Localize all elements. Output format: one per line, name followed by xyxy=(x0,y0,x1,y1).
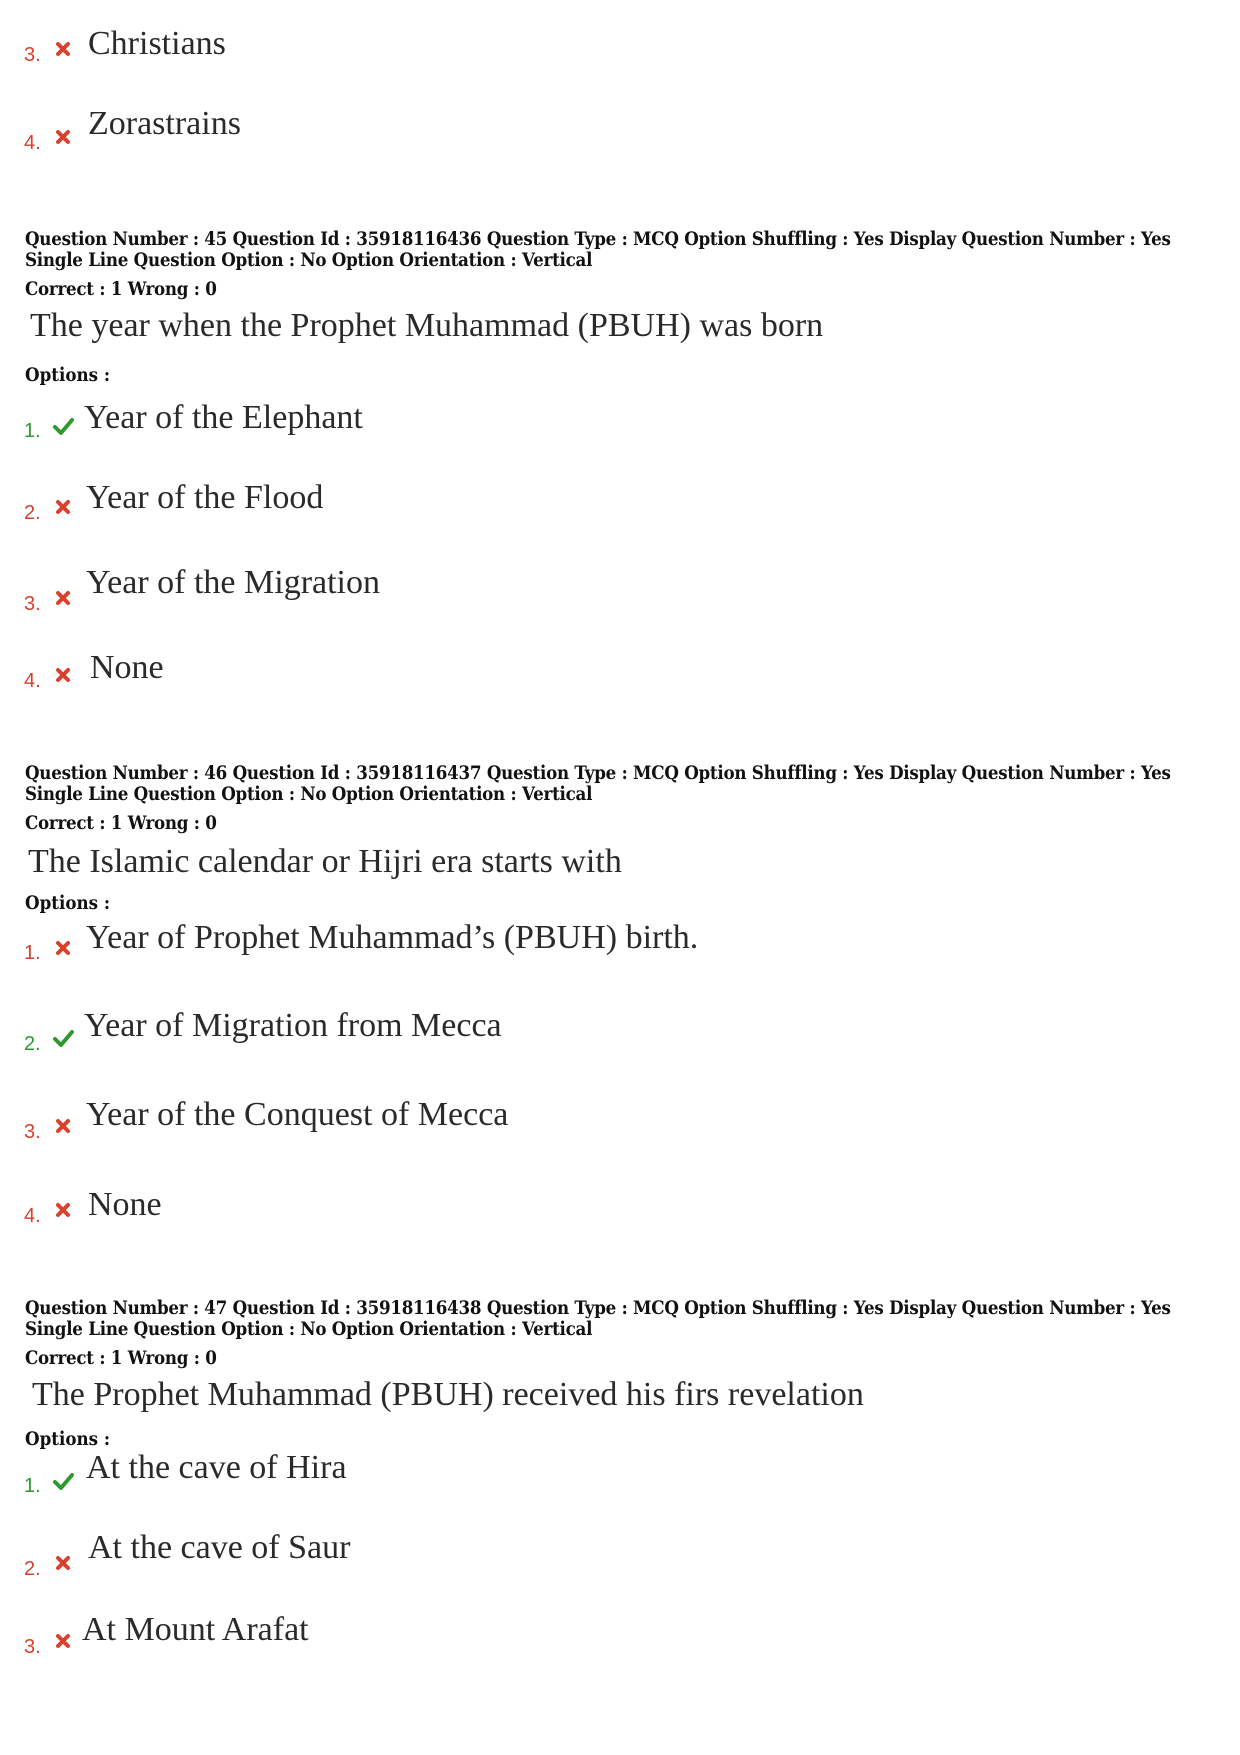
option-3-text: Year of the Conquest of Mecca xyxy=(86,1096,509,1133)
correct-check-icon xyxy=(52,1027,74,1049)
correct-check-icon xyxy=(52,1470,74,1492)
question-meta-line2: Single Line Question Option : No Option Orientation : Vertical xyxy=(25,249,593,271)
wrong-x-icon xyxy=(52,1115,74,1137)
question-marks: Correct : 1 Wrong : 0 xyxy=(25,812,217,834)
option-3-text: At Mount Arafat xyxy=(82,1611,309,1648)
option-1-text: At the cave of Hira xyxy=(86,1449,347,1486)
option-3-number: 3. xyxy=(24,593,41,615)
wrong-x-icon xyxy=(52,38,74,60)
options-label: Options : xyxy=(25,364,111,386)
option-1-text: Year of Prophet Muhammad’s (PBUH) birth. xyxy=(86,919,699,956)
question-meta-line1: Question Number : 47 Question Id : 35918116438 Question Type : MCQ Option Shuffling : Yes Display Question Number : Yes xyxy=(25,1297,1171,1319)
question-text: The Prophet Muhammad (PBUH) received his firs revelation xyxy=(32,1376,864,1413)
option-2-number: 2. xyxy=(24,502,41,524)
carryover-option-3-text: Christians xyxy=(88,25,226,62)
question-meta-line2: Single Line Question Option : No Option Orientation : Vertical xyxy=(25,1318,593,1340)
option-1-number: 1. xyxy=(24,1475,41,1497)
wrong-x-icon xyxy=(52,496,74,518)
question-text: The year when the Prophet Muhammad (PBUH) was born xyxy=(30,307,824,344)
question-marks: Correct : 1 Wrong : 0 xyxy=(25,278,217,300)
wrong-x-icon xyxy=(52,587,74,609)
options-label: Options : xyxy=(25,892,111,914)
wrong-x-icon xyxy=(52,664,74,686)
question-meta-line2: Single Line Question Option : No Option Orientation : Vertical xyxy=(25,783,593,805)
question-marks: Correct : 1 Wrong : 0 xyxy=(25,1347,217,1369)
correct-check-icon xyxy=(52,415,74,437)
carryover-option-4-text: Zorastrains xyxy=(88,105,241,142)
option-1-number: 1. xyxy=(24,942,41,964)
option-3-number: 3. xyxy=(24,1636,41,1658)
option-2-text: At the cave of Saur xyxy=(88,1529,351,1566)
carryover-option-4-number: 4. xyxy=(24,132,41,154)
carryover-option-3-number: 3. xyxy=(24,44,41,66)
option-2-number: 2. xyxy=(24,1558,41,1580)
question-meta-line1: Question Number : 45 Question Id : 35918116436 Question Type : MCQ Option Shuffling : Yes Display Question Number : Yes xyxy=(25,228,1171,250)
wrong-x-icon xyxy=(52,126,74,148)
option-4-number: 4. xyxy=(24,670,41,692)
wrong-x-icon xyxy=(52,937,74,959)
question-text: The Islamic calendar or Hijri era starts with xyxy=(28,843,622,880)
option-2-text: Year of Migration from Mecca xyxy=(84,1007,502,1044)
wrong-x-icon xyxy=(52,1199,74,1221)
wrong-x-icon xyxy=(52,1630,74,1652)
options-label: Options : xyxy=(25,1428,111,1450)
option-3-text: Year of the Migration xyxy=(86,564,380,601)
option-4-number: 4. xyxy=(24,1205,41,1227)
option-2-text: Year of the Flood xyxy=(86,479,324,516)
option-4-text: None xyxy=(88,1186,162,1223)
option-4-text: None xyxy=(90,649,164,686)
option-1-number: 1. xyxy=(24,420,41,442)
question-meta-line1: Question Number : 46 Question Id : 35918116437 Question Type : MCQ Option Shuffling : Yes Display Question Number : Yes xyxy=(25,762,1171,784)
option-3-number: 3. xyxy=(24,1121,41,1143)
option-2-number: 2. xyxy=(24,1033,41,1055)
option-1-text: Year of the Elephant xyxy=(84,399,363,436)
wrong-x-icon xyxy=(52,1552,74,1574)
